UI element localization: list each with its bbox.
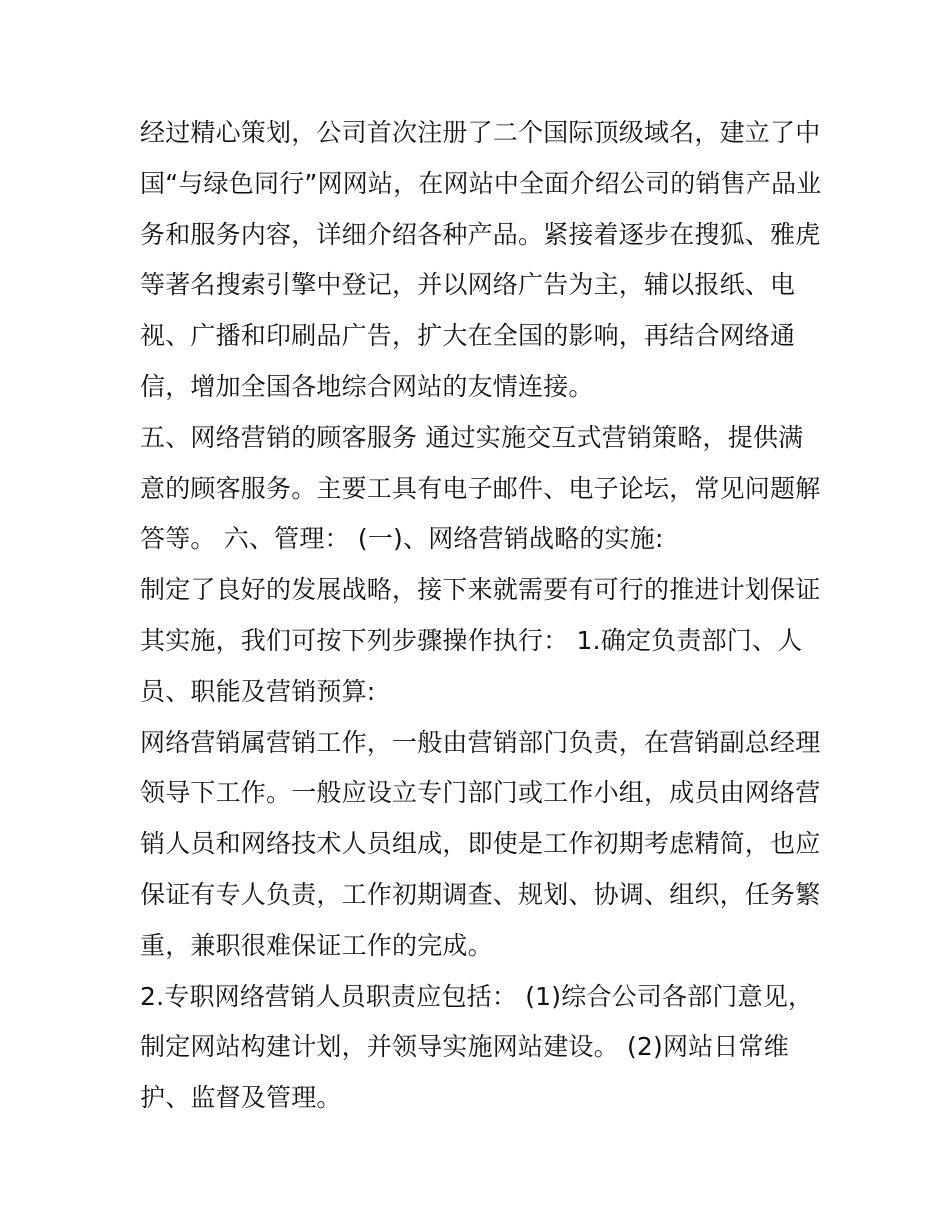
text-line: 网络营销属营销工作，一般由营销部门负责，在营销副总经理	[140, 727, 821, 757]
text-line: 视、广播和印刷品广告，扩大在全国的影响，再结合网络通	[140, 321, 796, 351]
text-line: 经过精心策划，公司首次注册了二个国际顶级域名，建立了中	[140, 118, 821, 147]
text-line: 护、监督及管理。	[140, 1083, 342, 1113]
text-line: 其实施，我们可按下列步骤操作执行： 1.确定负责部门、人	[140, 625, 803, 655]
text-line: 信，增加全国各地综合网站的友情连接。	[140, 371, 594, 401]
body-text	[140, 108, 830, 1124]
text-line: 员、职能及营销预算:	[140, 676, 376, 706]
text-line: 国“与绿色同行”网网站，在网站中全面介绍公司的销售产品业	[140, 168, 822, 198]
text-line: 五、网络营销的顾客服务 通过实施交互式营销策略，提供满	[140, 422, 804, 452]
text-line: 答等。 六、管理： (一)、网络营销战略的实施:	[140, 524, 664, 554]
text-line: 等著名搜索引擎中登记，并以网络广告为主，辅以报纸、电	[140, 270, 796, 300]
text-line: 重，兼职很难保证工作的完成。	[140, 930, 493, 960]
text-line: 2.专职网络营销人员职责应包括： (1)综合公司各部门意见，	[140, 981, 814, 1011]
text-line: 制定了良好的发展战略，接下来就需要有可行的推进计划保证	[140, 575, 821, 605]
text-line: 意的顾客服务。主要工具有电子邮件、电子论坛，常见问题解	[140, 473, 821, 503]
text-line: 领导下工作。一般应设立专门部门或工作小组，成员由网络营	[140, 778, 821, 808]
text-line: 销人员和网络技术人员组成，即使是工作初期考虑精简，也应	[140, 829, 821, 859]
text-line: 务和服务内容，详细介绍各种产品。紧接着逐步在搜狐、雅虎	[140, 219, 821, 249]
text-line: 保证有专人负责，工作初期调查、规划、协调、组织，任务繁	[140, 879, 821, 909]
text-line: 制定网站构建计划，并领导实施网站建设。 (2)网站日常维	[140, 1032, 789, 1062]
